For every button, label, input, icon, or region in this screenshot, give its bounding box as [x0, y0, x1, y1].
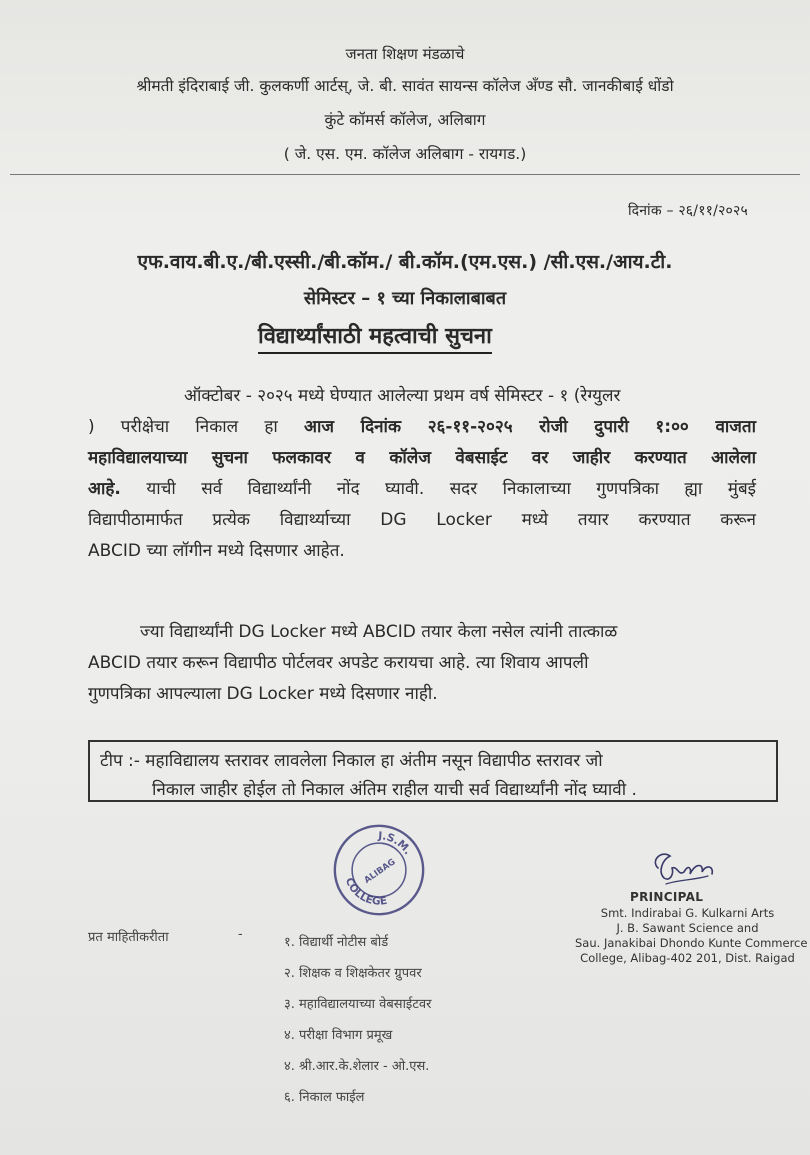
- college-name-line3: ( जे. एस. एम. कॉलेज अलिबाग - रायगड.): [283, 145, 527, 163]
- principal-address: [575, 906, 808, 966]
- organization-name: जनता शिक्षण मंडळाचे: [345, 45, 465, 63]
- paragraph1-line1: ऑक्टोबर - २०२५ मध्ये घेण्यात आलेल्या प्रथम वर्ष सेमिस्टर - १ (रेग्युलर: [184, 386, 621, 406]
- notice-title: विद्यार्थ्यांसाठी महत्वाची सुचना: [258, 320, 492, 354]
- stamp-bottom-text: COLLEGE: [342, 876, 388, 908]
- paragraph-result-announcement: [88, 381, 756, 567]
- principal-signature: [648, 846, 722, 892]
- paragraph2-line2: ABCID तयार करून विद्यापीठ पोर्टलवर अपडेट करायचा आहे. त्या शिवाय आपली: [88, 653, 589, 673]
- paragraph1-line3: महाविद्यालयाच्या सुचना फलकावर व कॉलेज वेबसाईट वर जाहीर करण्यात आलेला: [88, 448, 756, 468]
- list-item: ३. महाविद्यालयाच्या वेबसाईटवर: [284, 997, 432, 1012]
- list-item: ४. परीक्षा विभाग प्रमूख: [284, 1028, 393, 1043]
- paragraph1-line2: [88, 412, 756, 443]
- copy-to-dash: -: [238, 927, 243, 942]
- subject-line2: सेमिस्टर – १ च्या निकालाबाबत: [303, 288, 507, 309]
- principal-address-line4: College, Alibag-402 201, Dist. Raigad: [580, 951, 795, 965]
- note-line1: टीप :- महाविद्यालय स्तरावर लावलेला निकाल हा अंतीम नसून विद्यापीठ स्तरावर जो: [100, 751, 603, 771]
- principal-address-line3: Sau. Janakibai Dhondo Kunte Commerce: [575, 936, 808, 950]
- paragraph-abcid-instruction: [88, 617, 756, 710]
- college-name-line2: कुंटे कॉमर्स कॉलेज, अलिबाग: [324, 111, 486, 129]
- paragraph1-line4-start: आहे.: [88, 479, 121, 499]
- copy-to-list: [284, 927, 431, 1113]
- paragraph1-line4-rest: याची सर्व विद्यार्थ्यांनी नोंद घ्यावी. सदर निकालाच्या गुणपत्रिका ह्या मुंबई: [146, 479, 756, 499]
- paragraph1-line2-start: ) परीक्षेचा निकाल हा: [88, 417, 278, 437]
- principal-address-line1: Smt. Indirabai G. Kulkarni Arts: [600, 906, 775, 920]
- college-name-line1: श्रीमती इंदिराबाई जी. कुलकर्णी आर्टस्, जे. बी. सावंत सायन्स कॉलेज अँण्ड सौ. जानकीबाई धोंडो: [136, 77, 674, 95]
- stamp-middle-text: ALIBAG: [362, 857, 398, 886]
- college-seal-stamp: [331, 822, 427, 918]
- paragraph2-line1: ज्या विद्यार्थ्यांनी DG Locker मध्ये ABCID तयार केला नसेल त्यांनी तात्काळ: [140, 622, 618, 642]
- subject-line1: एफ.वाय.बी.ए./बी.एस्सी./बी.कॉम./ बी.कॉम.(एम.एस.) /सी.एस./आय.टी.: [137, 251, 673, 273]
- paragraph1-line5: विद्यापीठामार्फत प्रत्येक विद्यार्थ्याच्या DG Locker मध्ये तयार करण्यात करून: [88, 510, 756, 530]
- list-item: २. शिक्षक व शिक्षकेतर ग्रुपवर: [284, 966, 422, 981]
- copy-to-label: प्रत माहितीकरीता: [88, 930, 169, 945]
- header-divider: [10, 174, 800, 175]
- paragraph2-line3: गुणपत्रिका आपल्याला DG Locker मध्ये दिसणार नाही.: [88, 684, 438, 704]
- list-item: ४. श्री.आर.के.शेलार - ओ.एस.: [284, 1059, 430, 1074]
- note-box: [88, 740, 778, 802]
- paragraph1-line4: [88, 474, 756, 505]
- notice-date: दिनांक – २६/११/२०२५: [628, 203, 748, 219]
- paragraph1-line2-date: आज दिनांक २६-११-२०२५ रोजी दुपारी १:०० वाजता: [304, 417, 757, 437]
- paragraph1-line6: ABCID च्या लॉगीन मध्ये दिसणार आहेत.: [88, 541, 345, 561]
- list-item: १. विद्यार्थी नोटीस बोर्ड: [284, 935, 389, 950]
- principal-address-line2: J. B. Sawant Science and: [616, 921, 759, 935]
- stamp-top-text: J.S.M.: [377, 829, 414, 857]
- note-line2: निकाल जाहीर होईल तो निकाल अंतिम राहील याची सर्व विद्यार्थ्यांनी नोंद घ्यावी .: [152, 780, 637, 800]
- principal-title: PRINCIPAL: [630, 890, 704, 904]
- list-item: ६. निकाल फाईल: [284, 1090, 365, 1105]
